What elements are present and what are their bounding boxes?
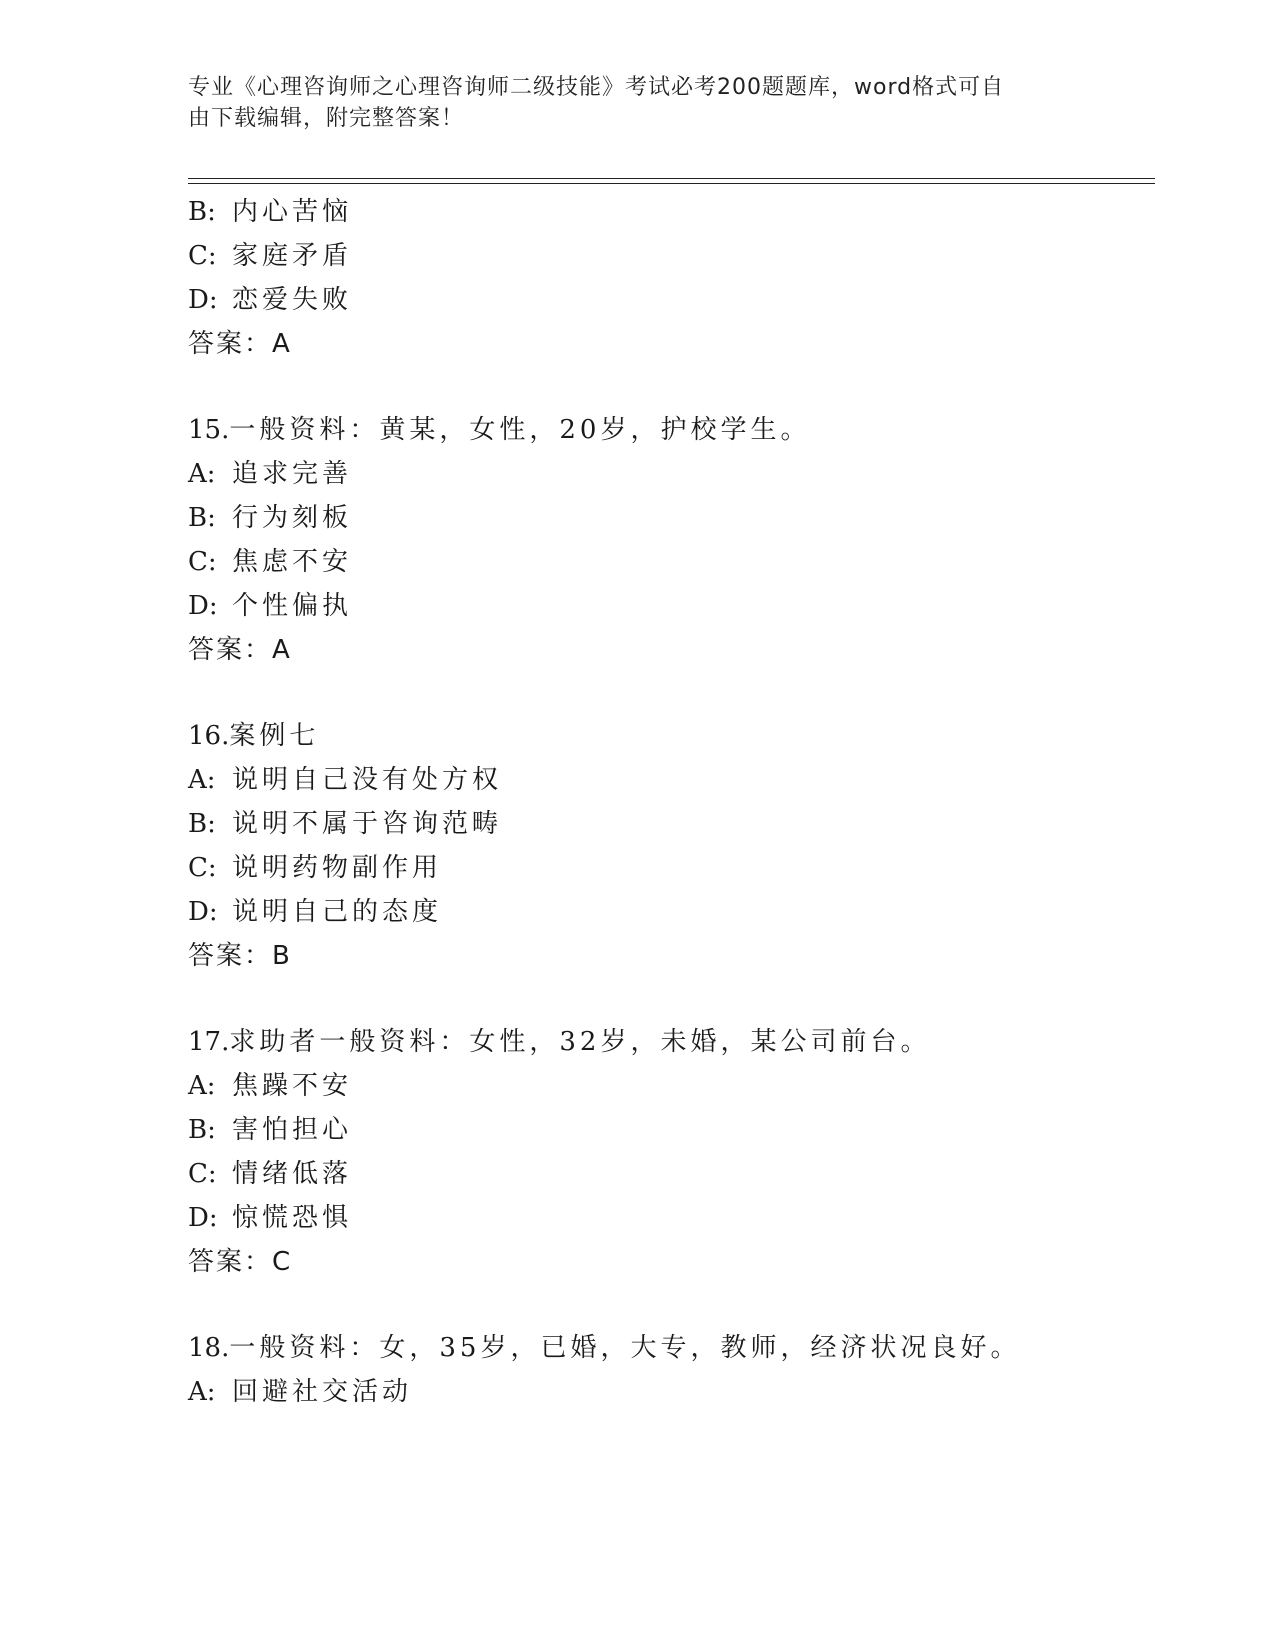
option-text: 害怕担心 <box>232 1115 353 1145</box>
option-label: A: <box>188 1071 216 1101</box>
option-row <box>188 896 442 928</box>
option-label: D: <box>188 285 218 315</box>
question-stem <box>188 1332 1020 1364</box>
answer-line: 答案：B <box>188 941 292 971</box>
option-row <box>188 196 352 228</box>
option-label: C: <box>188 1159 217 1189</box>
option-row <box>188 590 352 622</box>
option-text: 个性偏执 <box>232 591 353 621</box>
option-row <box>188 1376 412 1408</box>
header-divider-top <box>188 178 1155 179</box>
question-text: 案例七 <box>229 721 320 751</box>
question-number: 17. <box>188 1027 230 1057</box>
option-text: 说明药物副作用 <box>232 853 443 883</box>
option-label: A: <box>188 1377 216 1407</box>
option-text: 家庭矛盾 <box>232 241 353 271</box>
option-row <box>188 764 502 796</box>
option-label: C: <box>188 853 217 883</box>
question-number: 15. <box>188 415 230 445</box>
option-text: 惊慌恐惧 <box>232 1203 353 1233</box>
question-number: 16. <box>188 721 230 751</box>
option-text: 恋爱失败 <box>232 285 353 315</box>
option-text: 说明自己没有处方权 <box>232 765 503 795</box>
header-divider-bottom <box>188 183 1155 184</box>
question-number: 18. <box>188 1333 230 1363</box>
option-text: 焦虑不安 <box>232 547 353 577</box>
option-text: 追求完善 <box>232 459 353 489</box>
option-row <box>188 240 352 272</box>
answer-line: 答案：A <box>188 329 292 359</box>
option-label: A: <box>188 459 216 489</box>
option-label: D: <box>188 591 218 621</box>
document-header <box>188 72 1068 134</box>
option-label: C: <box>188 547 217 577</box>
option-row <box>188 1114 352 1146</box>
option-text: 说明不属于咨询范畴 <box>232 809 503 839</box>
question-stem <box>188 1026 930 1058</box>
question-text: 一般资料：女，35岁，已婚，大专，教师，经济状况良好。 <box>229 1333 1021 1363</box>
option-label: B: <box>188 1115 216 1145</box>
question-text: 求助者一般资料：女性，32岁，未婚，某公司前台。 <box>229 1027 931 1057</box>
option-row <box>188 1202 352 1234</box>
option-text: 行为刻板 <box>232 503 353 533</box>
question-stem <box>188 720 319 752</box>
option-label: B: <box>188 197 216 227</box>
option-row <box>188 1158 352 1190</box>
answer-line: 答案：C <box>188 1247 293 1277</box>
option-row <box>188 808 502 840</box>
option-text: 焦躁不安 <box>232 1071 353 1101</box>
question-text: 一般资料：黄某，女性，20岁，护校学生。 <box>229 415 811 445</box>
option-row <box>188 546 352 578</box>
header-line-2: 由下载编辑，附完整答案！ <box>188 106 465 131</box>
option-label: B: <box>188 503 216 533</box>
option-text: 说明自己的态度 <box>232 897 443 927</box>
option-row <box>188 284 352 316</box>
option-row <box>188 502 352 534</box>
option-text: 内心苦恼 <box>232 197 353 227</box>
option-text: 情绪低落 <box>232 1159 353 1189</box>
option-label: C: <box>188 241 217 271</box>
option-label: A: <box>188 765 216 795</box>
option-row <box>188 458 352 490</box>
question-stem <box>188 414 810 446</box>
header-line-1: 专业《心理咨询师之心理咨询师二级技能》考试必考200题题库，word格式可自 <box>188 75 1005 100</box>
option-row <box>188 1070 352 1102</box>
option-label: D: <box>188 897 218 927</box>
answer-line: 答案：A <box>188 635 292 665</box>
option-label: D: <box>188 1203 218 1233</box>
option-text: 回避社交活动 <box>232 1377 413 1407</box>
option-row <box>188 852 442 884</box>
option-label: B: <box>188 809 216 839</box>
